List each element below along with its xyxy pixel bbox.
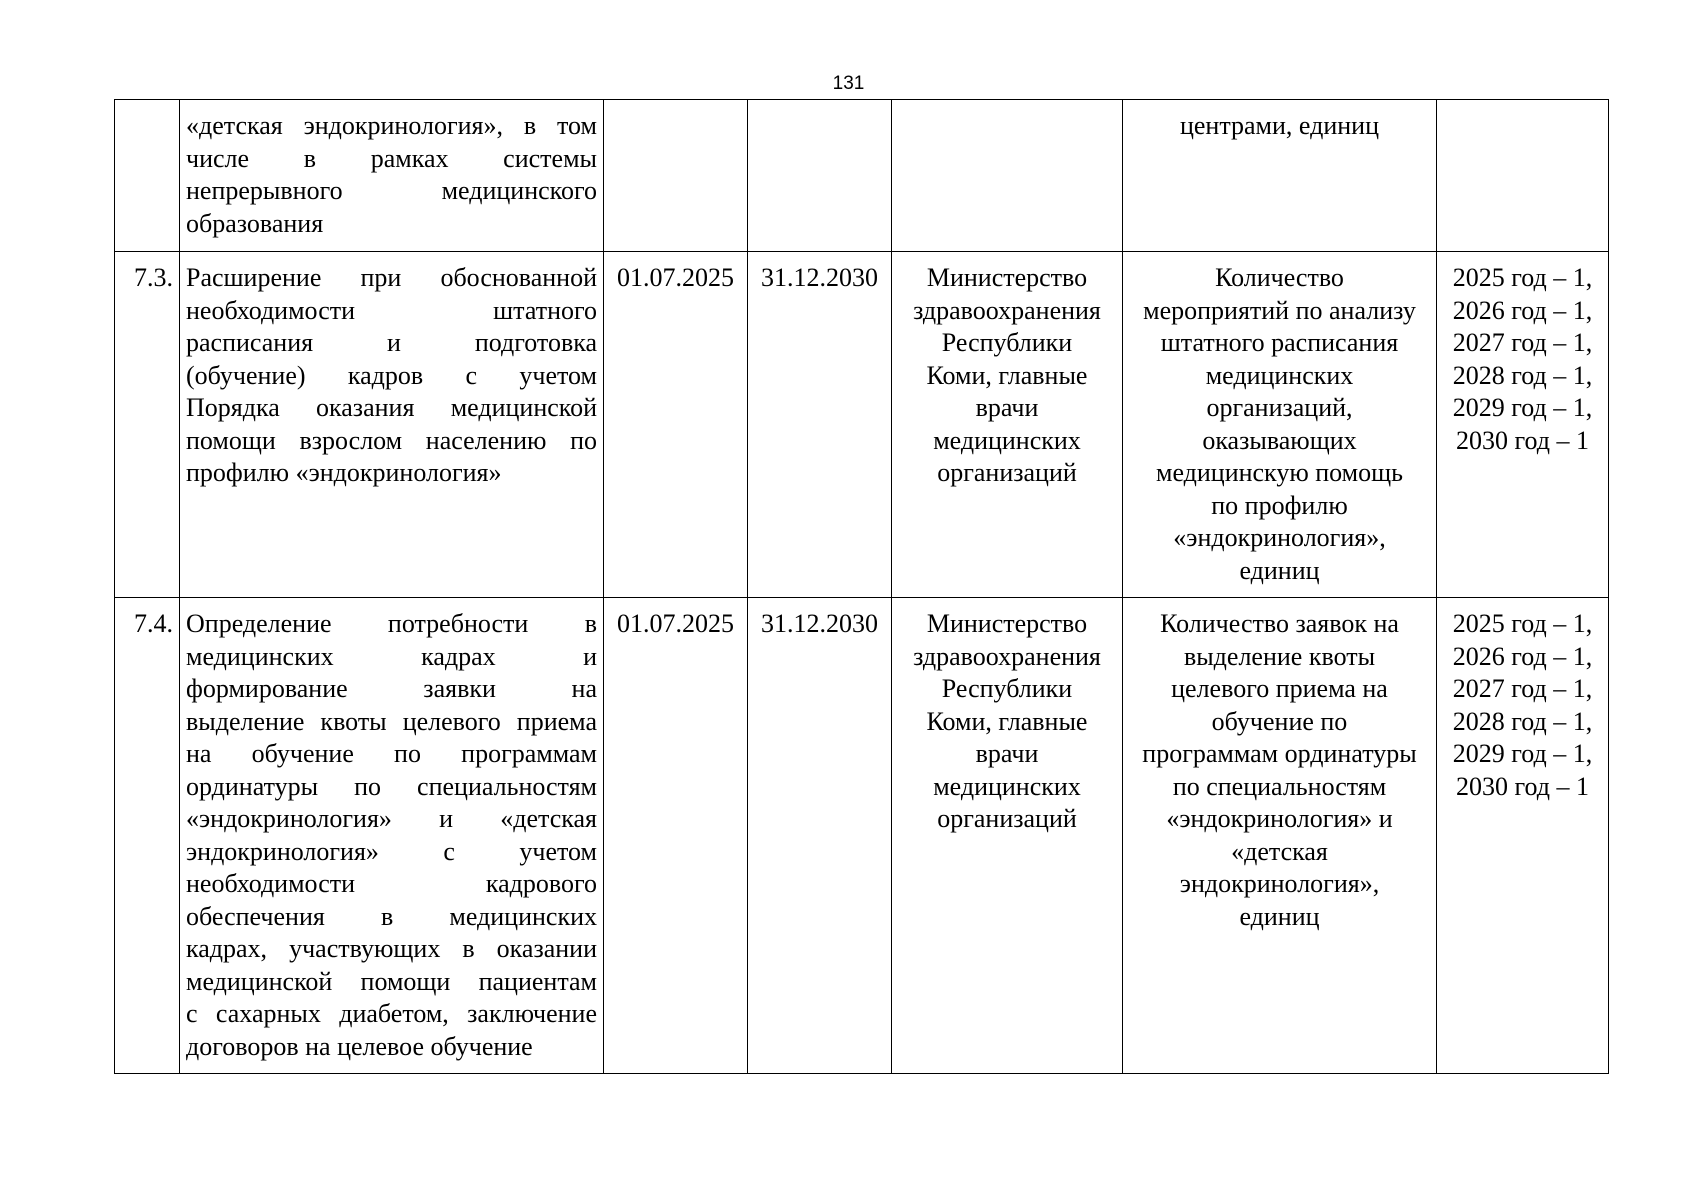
target-value-line: 2025 год – 1,	[1452, 263, 1593, 292]
target-value-line: 2026 год – 1,	[1452, 641, 1593, 671]
responsible-line: Коми, главные	[926, 360, 1088, 390]
description-line: кадрах, участвующих в оказании	[186, 934, 597, 963]
indicator-line: «эндокринология» и	[1166, 804, 1393, 833]
indicator-line: обучение по	[1211, 706, 1348, 736]
responsible-line: медицинских	[933, 771, 1081, 801]
indicator-line: выделение квоты	[1183, 641, 1376, 671]
indicator-line: единиц	[1239, 555, 1320, 585]
description-line: непрерывного медицинского	[186, 176, 597, 205]
description-line: ординатуры по специальностям	[186, 771, 597, 801]
start-date-cell	[604, 100, 748, 252]
description-line: Порядка оказания медицинской	[186, 393, 597, 422]
indicator-line: организаций,	[1206, 393, 1353, 422]
description-line: необходимости кадрового	[186, 869, 597, 898]
description-line: эндокринология» с учетом	[186, 836, 597, 866]
description-line: обеспечения в медицинских	[186, 901, 597, 931]
indicator-line: штатного расписания	[1160, 328, 1399, 357]
responsible-line: организаций	[937, 458, 1077, 487]
table-row	[115, 100, 1609, 252]
responsible-line: Республики	[941, 328, 1073, 357]
target-values-cell	[1437, 252, 1609, 598]
target-value-line: 2030 год – 1	[1456, 771, 1589, 801]
responsible-line: Республики	[941, 674, 1073, 703]
description-line: с сахарных диабетом, заключение	[186, 999, 597, 1028]
target-values-cell	[1437, 100, 1609, 252]
responsible-line: врачи	[975, 393, 1039, 422]
target-value-line: 2027 год – 1,	[1452, 674, 1593, 703]
start-date-cell: 01.07.2025	[604, 252, 748, 598]
description-line: профилю «эндокринология»	[186, 458, 502, 487]
end-date-cell: 31.12.2030	[748, 598, 892, 1074]
indicator-line: Количество заявок на	[1160, 609, 1399, 638]
description-line: договоров на целевое обучение	[186, 1031, 533, 1061]
responsible-cell	[892, 252, 1123, 598]
indicator-line: центрами, единиц	[1179, 111, 1380, 140]
row-number-cell: 7.4.	[115, 598, 180, 1074]
description-line: Расширение при обоснованной	[186, 263, 597, 292]
responsible-cell	[892, 598, 1123, 1074]
indicator-line: медицинскую помощь	[1155, 458, 1403, 487]
indicator-line: по специальностям	[1172, 771, 1387, 801]
description-cell	[180, 100, 604, 252]
description-line: на обучение по программам	[186, 739, 597, 768]
page-number: 131	[832, 73, 865, 94]
target-value-line: 2026 год – 1,	[1452, 295, 1593, 325]
indicator-line: оказывающих	[1202, 425, 1357, 455]
end-date-cell: 31.12.2030	[748, 252, 892, 598]
description-cell	[180, 598, 604, 1074]
target-value-line: 2030 год – 1	[1456, 425, 1589, 455]
row-number-cell: 7.3.	[115, 252, 180, 598]
description-line: медицинской помощи пациентам	[186, 966, 597, 996]
description-line: (обучение) кадров с учетом	[186, 360, 597, 390]
description-line: числе в рамках системы	[186, 143, 597, 173]
responsible-line: Коми, главные	[926, 706, 1088, 736]
start-date-cell: 01.07.2025	[604, 598, 748, 1074]
indicator-line: по профилю	[1211, 490, 1348, 520]
indicator-line: эндокринология»,	[1179, 869, 1380, 898]
description-line: расписания и подготовка	[186, 328, 597, 357]
description-line: формирование заявки на	[186, 674, 597, 703]
row-number-cell	[115, 100, 180, 252]
target-value-line: 2029 год – 1,	[1452, 393, 1593, 422]
description-line: «эндокринология» и «детская	[186, 804, 597, 833]
description-cell	[180, 252, 604, 598]
description-line: «детская эндокринология», в том	[186, 111, 597, 140]
indicator-cell	[1123, 252, 1437, 598]
indicator-line: целевого приема на	[1171, 674, 1388, 703]
target-value-line: 2028 год – 1,	[1452, 360, 1593, 390]
indicator-line: единиц	[1239, 901, 1320, 931]
description-line: выделение квоты целевого приема	[186, 706, 597, 736]
description-line: Определение потребности в	[186, 609, 597, 638]
indicator-cell	[1123, 100, 1437, 252]
table-row	[115, 252, 1609, 598]
description-line: медицинских кадрах и	[186, 641, 597, 671]
responsible-line: здравоохранения	[913, 295, 1101, 325]
responsible-line: медицинских	[933, 425, 1081, 455]
target-values-cell	[1437, 598, 1609, 1074]
plan-table	[114, 99, 1609, 1074]
target-value-line: 2029 год – 1,	[1452, 739, 1593, 768]
indicator-line: мероприятий по анализу	[1143, 295, 1416, 325]
target-value-line: 2027 год – 1,	[1452, 328, 1593, 357]
table-row	[115, 598, 1609, 1074]
description-line: необходимости штатного	[186, 295, 597, 325]
responsible-line: Министерство	[926, 263, 1088, 292]
target-value-line: 2025 год – 1,	[1452, 609, 1593, 638]
description-line: образования	[186, 208, 324, 238]
responsible-line: Министерство	[926, 609, 1088, 638]
indicator-cell	[1123, 598, 1437, 1074]
responsible-cell	[892, 100, 1123, 252]
end-date-cell	[748, 100, 892, 252]
indicator-line: программам ординатуры	[1142, 739, 1417, 768]
responsible-line: здравоохранения	[913, 641, 1101, 671]
target-value-line: 2028 год – 1,	[1452, 706, 1593, 736]
responsible-line: врачи	[975, 739, 1039, 768]
description-line: помощи взрослом населению по	[186, 425, 597, 455]
indicator-line: Количество	[1215, 263, 1344, 292]
indicator-line: «детская	[1231, 836, 1328, 866]
responsible-line: организаций	[937, 804, 1077, 833]
indicator-line: медицинских	[1205, 360, 1354, 390]
indicator-line: «эндокринология»,	[1173, 523, 1386, 552]
